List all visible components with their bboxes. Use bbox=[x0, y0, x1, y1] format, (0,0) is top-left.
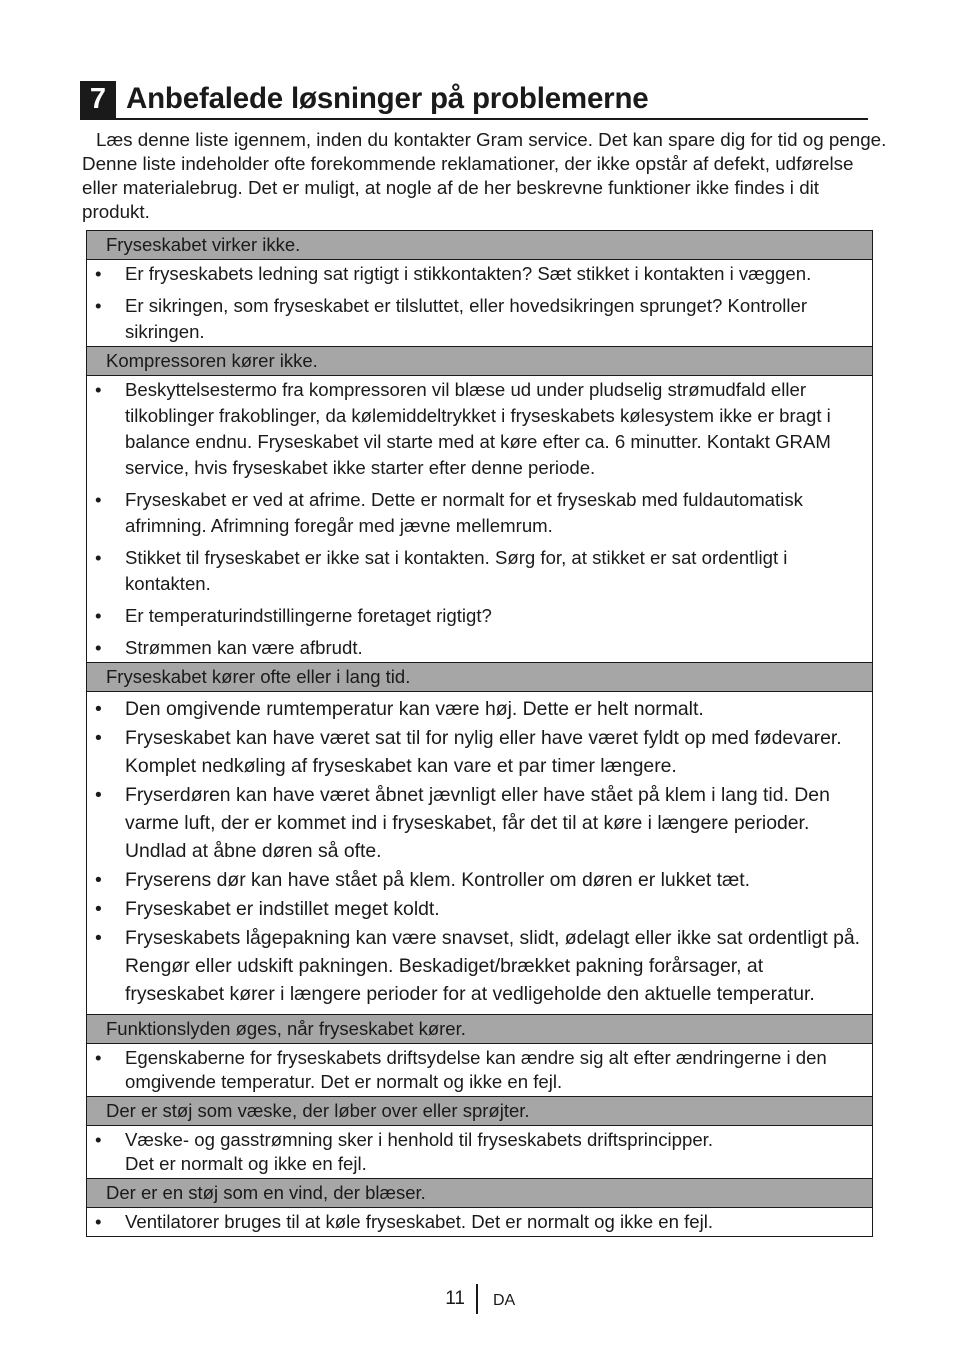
section-heading: Kompressoren kører ikke. bbox=[87, 347, 873, 376]
list-item: • Beskyttelsestermo fra kompressoren vil blæse ud under pludselig strømudfald eller tilkoblinger frakoblinger, da kølemiddeltrykket i fryseskabets kølesystem ikke er bragt i balance endnu. Fryseskabet vil starte med at køre efter ca. 6 minutter. Kontakt GRAM service, hvis fryseskabet ikke starter efter denne periode. bbox=[87, 377, 872, 481]
section-body bbox=[87, 376, 873, 663]
list-item: • Fryseskabet er ved at afrime. Dette er normalt for et fryseskab med fuldautomatisk afrimning. Afrimning foregår med jævne mellemrum. bbox=[87, 487, 872, 539]
list-item: • Den omgivende rumtemperatur kan være høj. Dette er helt normalt. bbox=[87, 695, 872, 723]
section-heading: Der er støj som væske, der løber over eller sprøjter. bbox=[87, 1097, 873, 1126]
section-heading: Der er en støj som en vind, der blæser. bbox=[87, 1179, 873, 1208]
list-item: • Er fryseskabets ledning sat rigtigt i stikkontakten? Sæt stikket i kontakten i væggen. bbox=[87, 261, 872, 287]
list-item: • Er sikringen, som fryseskabet er tilsluttet, eller hovedsikringen sprunget? Kontroller sikringen. bbox=[87, 293, 872, 345]
list-item: • Væske- og gasstrømning sker i henhold til fryseskabets driftsprincipper. Det er normalt og ikke en fejl. bbox=[87, 1128, 872, 1176]
list-item: • Er temperaturindstillingerne foretaget rigtigt? bbox=[87, 603, 872, 629]
bullet-list bbox=[87, 1128, 872, 1176]
list-item: • Fryserdøren kan have været åbnet jævnligt eller have stået på klem i lang tid. Den varme luft, der er kommet ind i fryseskabet, får det til at køre i længere perioder. Undlad at åbne døren så ofte. bbox=[87, 781, 872, 865]
troubleshooting-table bbox=[86, 230, 873, 1237]
list-item: • Fryseskabet kan have været sat til for nylig eller have været fyldt op med fødevarer. Komplet nedkøling af fryseskabet kan vare et par timer længere. bbox=[87, 724, 872, 780]
list-item: • Egenskaberne for fryseskabets driftsydelse kan ændre sig alt efter ændringerne i den omgivende temperatur. Det er normalt og ikke en fejl. bbox=[87, 1046, 872, 1094]
section-heading-row bbox=[87, 1097, 873, 1126]
section-body bbox=[87, 692, 873, 1015]
footer-divider bbox=[476, 1284, 478, 1314]
chapter-title: Anbefalede løsninger på problemerne bbox=[126, 82, 649, 115]
chapter-number-badge: 7 bbox=[80, 81, 116, 118]
bullet-list bbox=[87, 1210, 872, 1234]
section-body bbox=[87, 1044, 873, 1097]
section-heading-row bbox=[87, 663, 873, 692]
bullet-list bbox=[87, 261, 872, 345]
section-body-row bbox=[87, 1126, 873, 1179]
intro-paragraph bbox=[82, 128, 888, 224]
section-heading-row bbox=[87, 1179, 873, 1208]
bullet-list bbox=[87, 1046, 872, 1094]
section-heading: Funktionslyden øges, når fryseskabet kører. bbox=[87, 1015, 873, 1044]
section-heading: Fryseskabet kører ofte eller i lang tid. bbox=[87, 663, 873, 692]
section-body-row bbox=[87, 692, 873, 1015]
list-item: • Stikket til fryseskabet er ikke sat i kontakten. Sørg for, at stikket er sat ordentligt i kontakten. bbox=[87, 545, 872, 597]
page-footer bbox=[0, 1284, 954, 1314]
list-item: • Fryserens dør kan have stået på klem. Kontroller om døren er lukket tæt. bbox=[87, 866, 872, 894]
section-body bbox=[87, 1126, 873, 1179]
section-body-row bbox=[87, 376, 873, 663]
section-heading-row bbox=[87, 231, 873, 260]
section-body-row bbox=[87, 1208, 873, 1237]
section-heading: Fryseskabet virker ikke. bbox=[87, 231, 873, 260]
intro-text: Læs denne liste igennem, inden du kontakter Gram service. Det kan spare dig for tid og penge. Denne liste indeholder ofte forekommende reklamationer, der ikke opstår af defekt, udførelse eller materialebrug. Det er muligt, at nogle af de her beskrevne funktioner ikke findes i dit produkt. bbox=[82, 129, 887, 222]
section-heading-row bbox=[87, 347, 873, 376]
list-item: • Strømmen kan være afbrudt. bbox=[87, 635, 872, 661]
section-body-row bbox=[87, 1044, 873, 1097]
bullet-list bbox=[87, 695, 872, 1008]
bullet-list bbox=[87, 377, 872, 661]
page-number: 11 bbox=[445, 1288, 465, 1309]
chapter-heading bbox=[80, 80, 868, 120]
language-code: DA bbox=[493, 1292, 516, 1309]
section-body bbox=[87, 260, 873, 347]
list-item: • Fryseskabets lågepakning kan være snavset, slidt, ødelagt eller ikke sat ordentligt på. Rengør eller udskift pakningen. Beskadiget/brækket pakning forårsager, at fryseskabet kører i længere perioder for at vedligeholde den aktuelle temperatur. bbox=[87, 924, 872, 1008]
list-item: • Fryseskabet er indstillet meget koldt. bbox=[87, 895, 872, 923]
section-body-row bbox=[87, 260, 873, 347]
section-heading-row bbox=[87, 1015, 873, 1044]
section-body bbox=[87, 1208, 873, 1237]
list-item: • Ventilatorer bruges til at køle fryseskabet. Det er normalt og ikke en fejl. bbox=[87, 1210, 872, 1234]
